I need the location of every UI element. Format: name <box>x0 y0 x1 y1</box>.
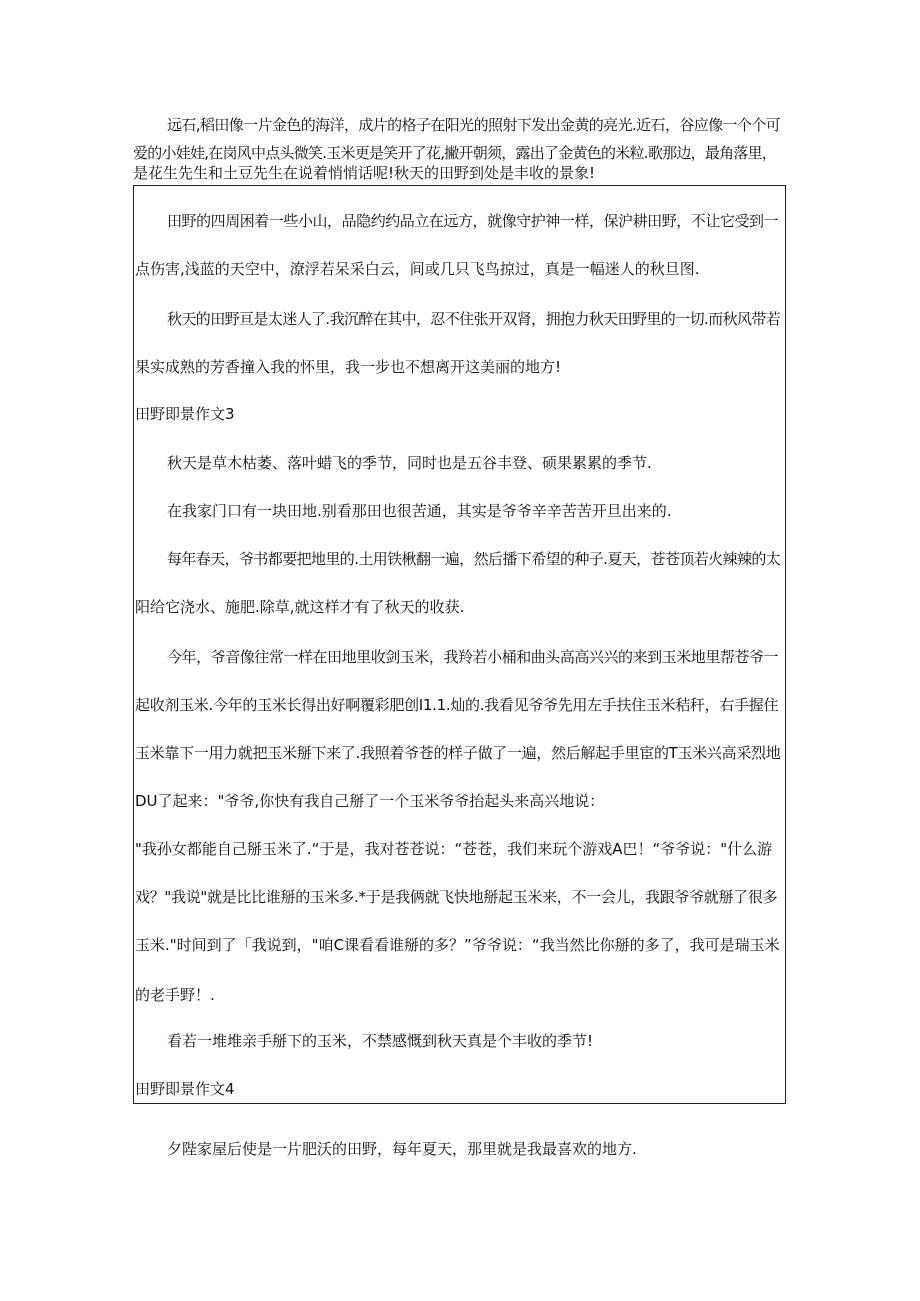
box-line-6: 秋天是草木枯萎、落叶蜡飞的季节，同时也是五谷丰登、硕果累累的季节. <box>167 454 652 472</box>
box-line-17: 的老手野！. <box>135 986 215 1004</box>
box-line-4: 果实成熟的芳香撞入我的怀里，我一步也不想离开这美丽的地方! <box>135 358 562 376</box>
box-line-3: 秋天的田野亘是太迷人了.我沉醉在其中，忍不住张开双肾，拥抱力秋天田野里的一切.而秋风带若 <box>167 310 781 328</box>
box-line-14: "我孙女都能自己掰玉米了.“于是，我对苍苍说：“苍苍，我们来玩个游戏A巴！“爷爷说："什么游 <box>135 840 773 858</box>
box-line-11: 起收剂玉米.今年的玉米长得出好啊覆彩肥创I1.1.灿的.我看见爷爷先用左手扶住玉米秸秆，右手握住 <box>135 696 779 714</box>
outro-line: 夕陛家屋后使是一片肥沃的田野，每年夏天，那里就是我最喜欢的地方. <box>167 1140 637 1158</box>
box-line-1: 田野的四周困着一些小山，品隐约约品立在远方，就像守护神一样，保沪耕田野，不让它受到一 <box>167 212 779 230</box>
intro-line-1: 远石,稻田像一片金色的海洋，成片的格子在阳光的照射下发出金黄的亮光.近石，谷应像一个个可 <box>167 116 781 134</box>
intro-line-3: 是花生先生和土豆先生在说着悄悄话呢!秋天的田野到处是丰收的景象! <box>133 164 596 182</box>
box-line-10: 今年，爷音像往常一样在田地里收剑玉米，我羚若小桶和曲头高高兴兴的来到玉米地里帮苍爷一 <box>167 648 779 666</box>
box-line-9: 阳给它浇水、施肥.除草,就这样才有了秋天的收获. <box>135 598 465 616</box>
box-line-16: 玉米."时间到了「我说到，"咱C课看看谁掰的多？”爷爷说：“我当然比你掰的多了，我可是瑞玉米 <box>135 936 780 954</box>
intro-line-2: 爱的小娃娃,在岗风中点头微笑.玉米更是笑开了花,撇开朝须，露出了金黄色的米粒.歌那边，最角落里， <box>133 144 777 162</box>
box-line-12: 玉米靠下一用力就把玉米掰下来了.我照着爷苍的样子做了一遍，然后解起手里宦的T玉米兴高采烈地 <box>135 744 781 762</box>
section-heading-3: 田野即景作文3 <box>135 405 235 423</box>
box-line-18: 看若一堆堆亲手掰下的玉米，不禁感慨到秋天真是个丰收的季节! <box>167 1032 594 1050</box>
box-line-13: DU了起来："爷爷,你快有我自己掰了一个玉米爷爷抬起头来高兴地说： <box>135 792 605 810</box>
box-line-7: 在我家门口有一块田地.别看那田也很苦通，其实是爷爷辛辛苦苦开旦出来的. <box>167 502 672 520</box>
box-line-8: 每年春天，爷书都要把地里的.土用铁楸翻一遍，然后播下希望的种子.夏天，苍苍顶若火辣辣的太 <box>167 550 781 568</box>
box-line-15: 戏？"我说"就是比比谁掰的玉米多.*于是我俩就飞快地掰起玉米来，不一会儿，我跟爷爷就掰了很多 <box>135 888 778 906</box>
section-heading-4: 田野即景作文4 <box>135 1080 235 1098</box>
box-line-2: 点伤害,浅蓝的天空中，潦浮若呆采白云，间或几只飞鸟掠过，真是一幅迷人的秋旦图. <box>135 260 700 278</box>
